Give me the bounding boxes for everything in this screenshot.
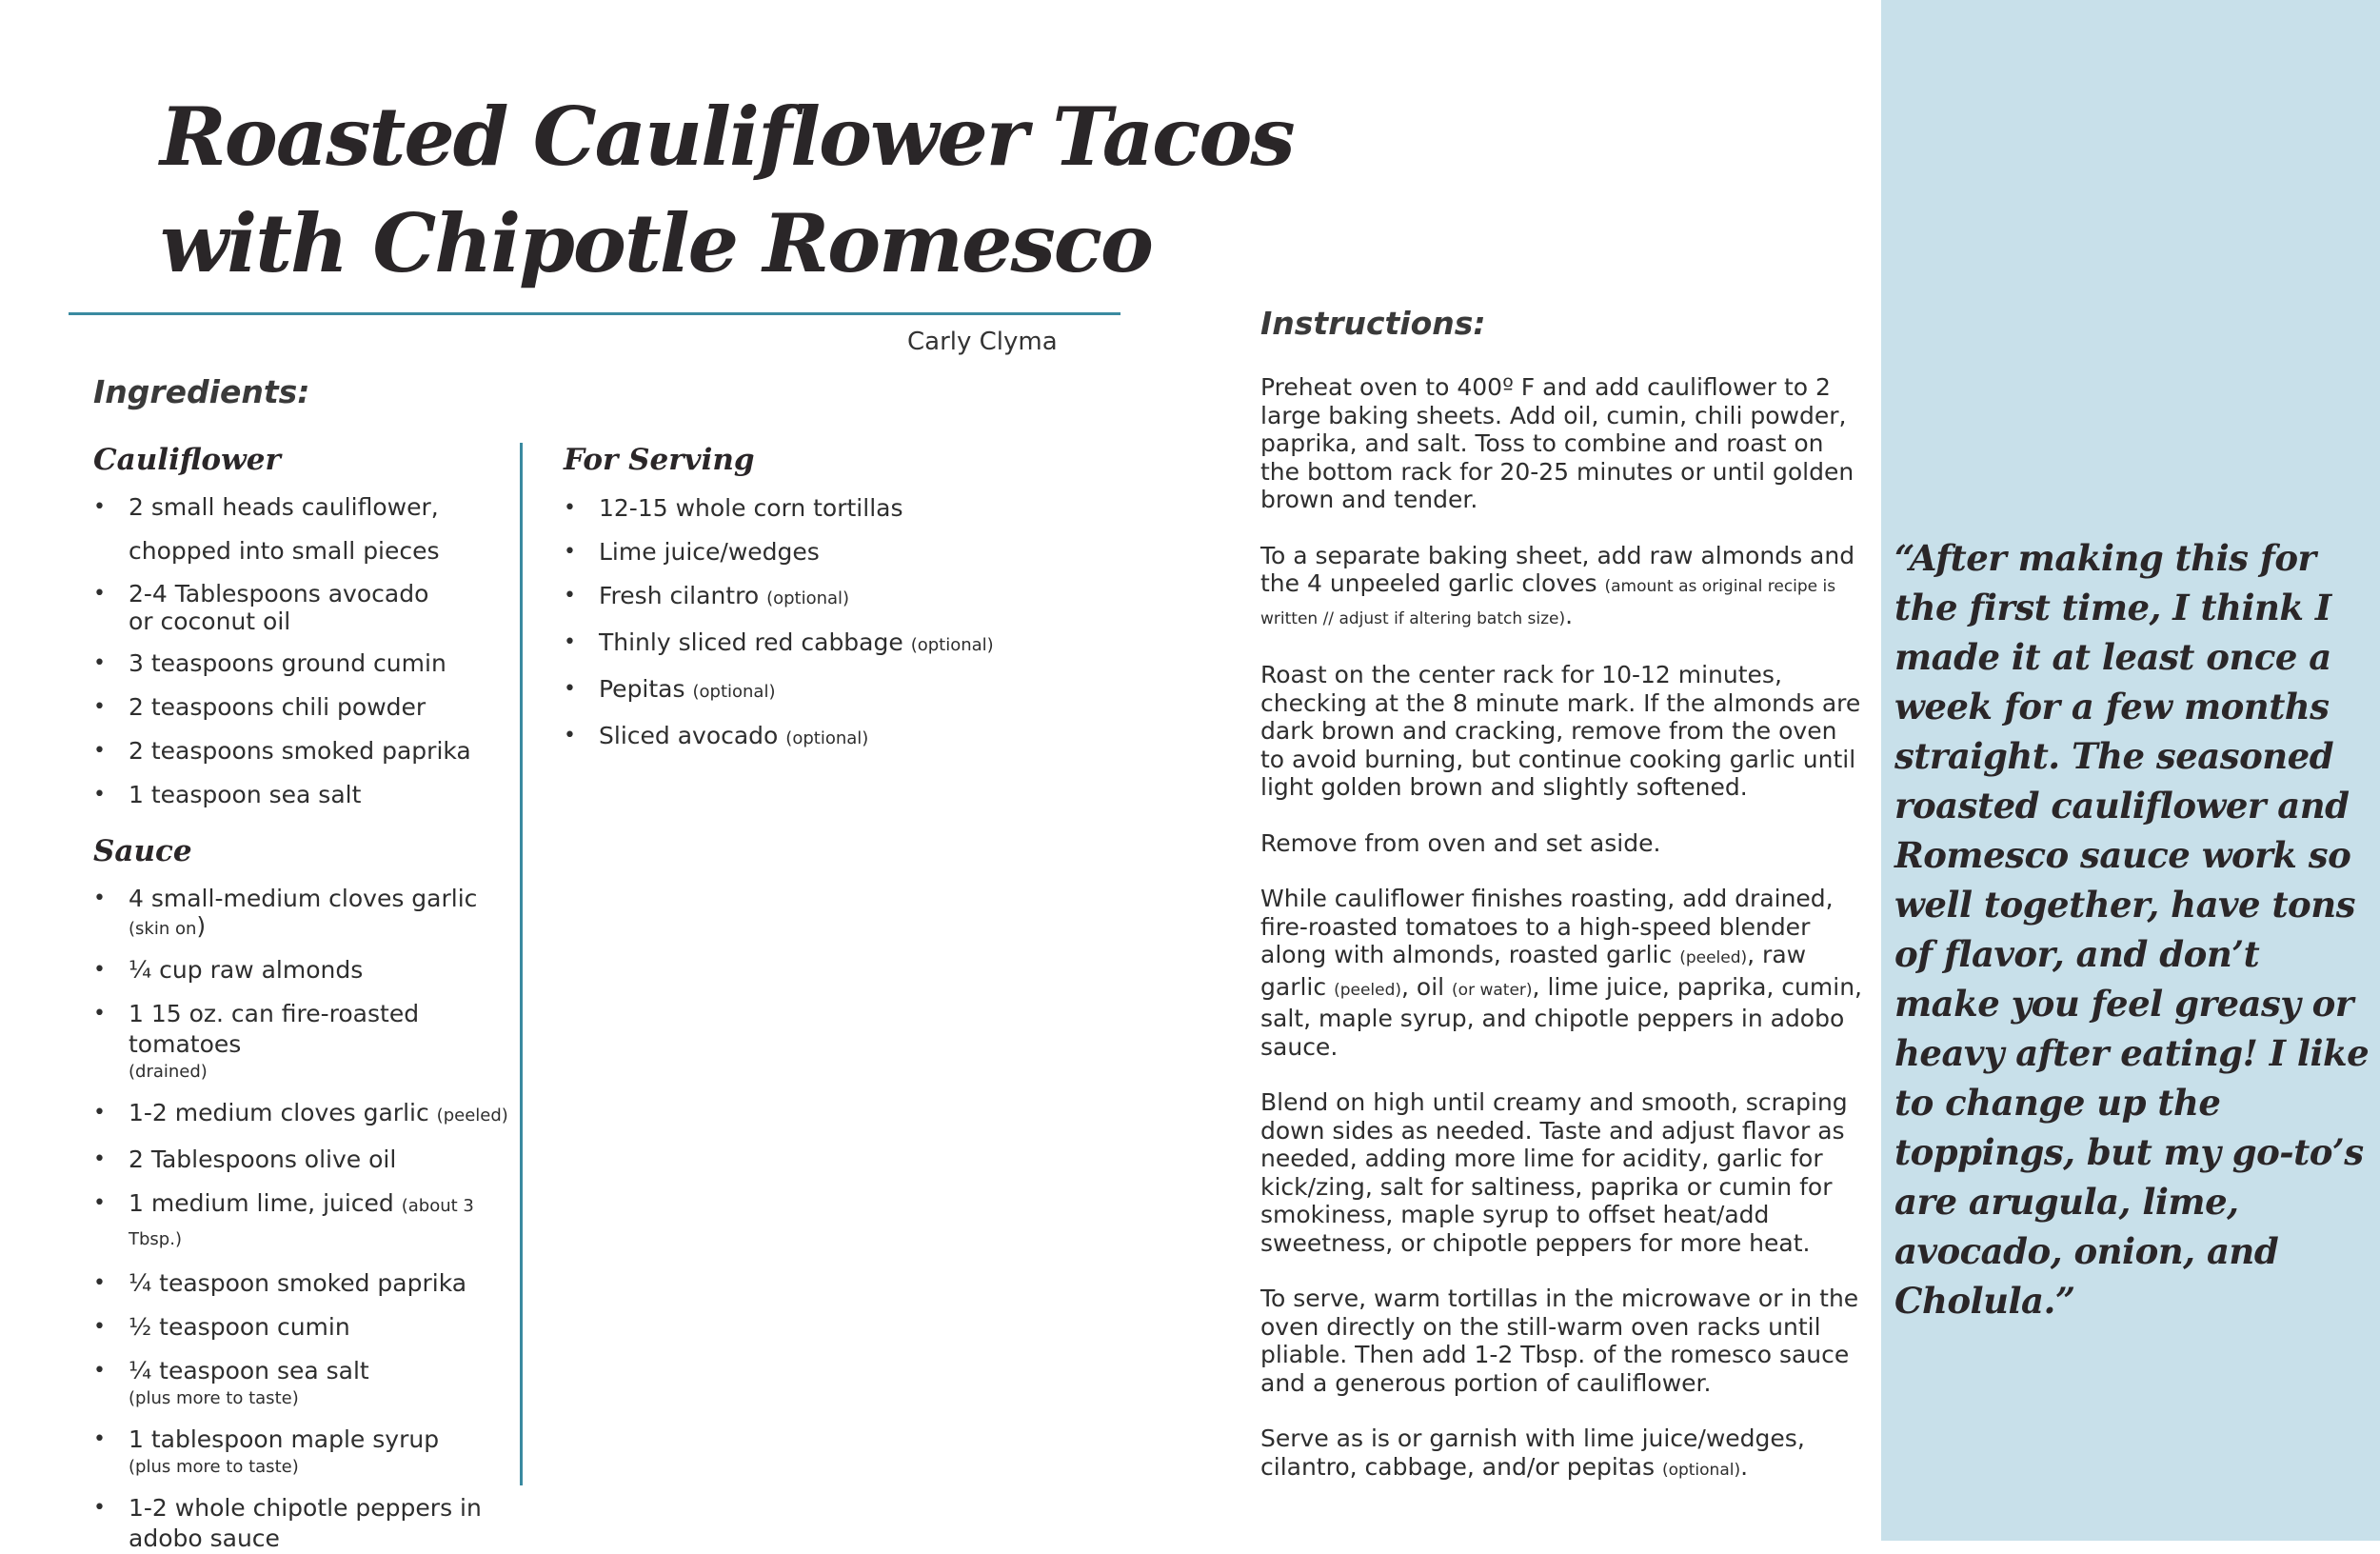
- list-item: • Pepitas (optional): [564, 674, 1021, 707]
- instruction-step: Roast on the center rack for 10-12 minutes, checking at the 8 minute mark. If the almonds are dark brown and cracking, remove from the oven to avoid burning, but continue cooking garlic until light golden brown and slightly softened.: [1260, 661, 1861, 801]
- list-item: • 1 15 oz. can fire-roasted tomatoes (drained): [93, 999, 512, 1085]
- list-item: • Lime juice/wedges: [564, 537, 1021, 568]
- list-item: • ¼ teaspoon smoked paprika: [93, 1268, 512, 1299]
- list-item: • 1-2 medium cloves garlic (peeled): [93, 1098, 512, 1131]
- cauliflower-heading: Cauliflower: [93, 443, 281, 477]
- list-item: • 4 small-medium cloves garlic (skin on): [93, 884, 512, 942]
- list-item: • 2 teaspoons chili powder: [93, 692, 503, 723]
- instruction-step: Remove from oven and set aside.: [1260, 828, 1661, 857]
- recipe-title: [160, 84, 1294, 297]
- list-item: • Fresh cilantro (optional): [564, 581, 1021, 614]
- list-item: • 1 teaspoon sea salt: [93, 780, 503, 810]
- sauce-list: [93, 884, 512, 1554]
- list-item: • 1 medium lime, juiced (about 3 Tbsp.): [93, 1188, 512, 1255]
- recipe-title-line-2: with Chipotle Romesco: [160, 196, 1152, 290]
- sauce-heading: Sauce: [93, 834, 192, 868]
- list-item: • 12-15 whole corn tortillas: [564, 493, 1021, 524]
- instruction-step: To a separate baking sheet, add raw almonds and the 4 unpeeled garlic cloves (amount as original recipe is written // adjust if altering batch size).: [1260, 541, 1855, 629]
- instructions-heading: Instructions:: [1260, 305, 1486, 342]
- list-item: • ¼ cup raw almonds: [93, 955, 512, 986]
- list-item: • 2-4 Tablespoons avocado or coconut oil: [93, 580, 503, 635]
- testimonial-quote: “After making this for the first time, I think I made it at least once a week for a few months straight. The seasoned roasted cauliflower and Romesco sauce work so well together, have tons of flavor, and don’t make you feel greasy or heavy after eating! I like to change up the toppings, but my go-to’s are arugula, lime, avocado, onion, and Cholula.”: [1894, 537, 2370, 1322]
- instruction-step: To serve, warm tortillas in the microwave or in the oven directly on the still-warm oven racks until pliable. Then add 1-2 Tbsp. of the romesco sauce and a generous portion of cauliflower.: [1260, 1285, 1859, 1397]
- list-item: • ¼ teaspoon sea salt (plus more to taste): [93, 1356, 512, 1411]
- for-serving-list: [564, 493, 1021, 754]
- for-serving-heading: For Serving: [564, 443, 755, 477]
- author-name: Carly Clyma: [907, 328, 1058, 356]
- instruction-step: Preheat oven to 400º F and add cauliflower to 2 large baking sheets. Add oil, cumin, chili powder, paprika, and salt. Toss to combine and roast on the bottom rack for 20-25 minutes or until golden brown and tender.: [1260, 373, 1854, 513]
- list-item: • 1-2 whole chipotle peppers in adobo sauce: [93, 1493, 512, 1554]
- list-item: • Thinly sliced red cabbage (optional): [564, 628, 1021, 661]
- cauliflower-list: [93, 492, 503, 810]
- title-divider: [69, 312, 1121, 315]
- column-divider: [520, 443, 523, 1485]
- list-item: • Sliced avocado (optional): [564, 721, 1021, 754]
- list-item: • 2 small heads cauliflower, chopped into small pieces: [93, 492, 503, 567]
- list-item: • 2 teaspoons smoked paprika: [93, 736, 503, 767]
- list-item: • 3 teaspoons ground cumin: [93, 648, 503, 679]
- instruction-step: While cauliflower finishes roasting, add drained, fire-roasted tomatoes to a high-speed blender along with almonds, roasted garlic (peeled), raw garlic (peeled), oil (or water), lime juice, paprika, cumin, salt, maple syrup, and chipotle peppers in adobo sauce.: [1260, 885, 1862, 1061]
- list-item: • ½ teaspoon cumin: [93, 1312, 512, 1343]
- instruction-step: Blend on high until creamy and smooth, scraping down sides as needed. Taste and adjust flavor as needed, adding more lime for acidity, garlic for kick/zing, salt for saltiness, paprika or cumin for smokiness, maple syrup to offset heat/add sweetness, or chipotle peppers for more heat.: [1260, 1088, 1848, 1257]
- instruction-step: Serve as is or garnish with lime juice/wedges, cilantro, cabbage, and/or pepitas (optional).: [1260, 1424, 1805, 1481]
- list-item: • 1 tablespoon maple syrup (plus more to taste): [93, 1424, 512, 1480]
- recipe-title-line-1: Roasted Cauliflower Tacos: [160, 90, 1294, 184]
- ingredients-heading: Ingredients:: [93, 373, 310, 410]
- list-item: • 2 Tablespoons olive oil: [93, 1145, 512, 1175]
- instructions-body: [1260, 373, 1866, 1512]
